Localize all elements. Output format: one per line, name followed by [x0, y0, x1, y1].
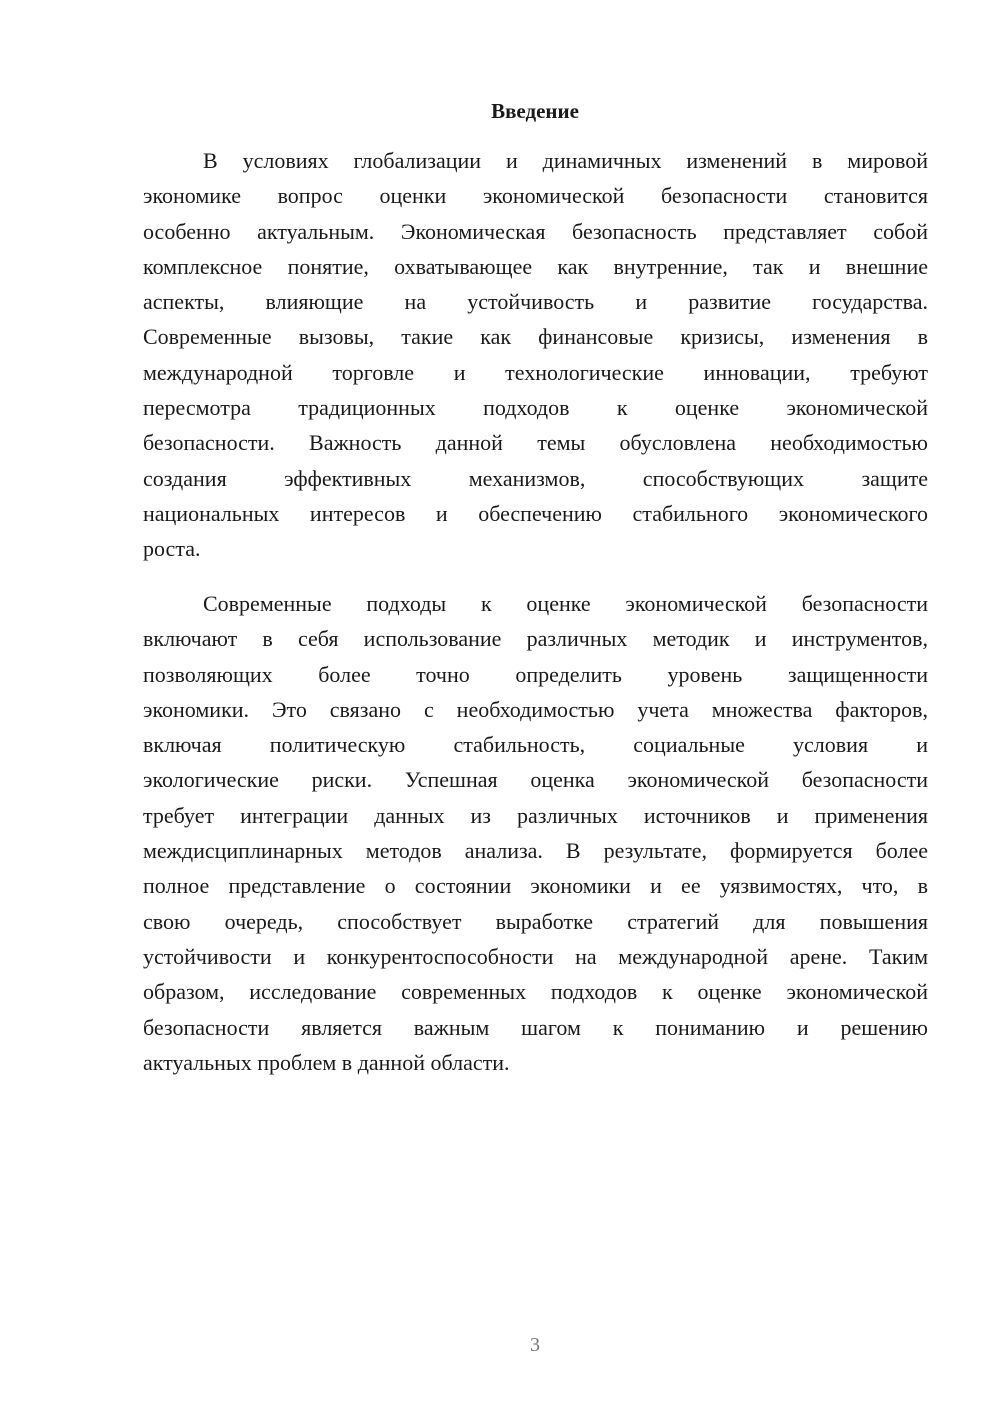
text-line: устойчивости и конкурентоспособности на международной арене. Таким [143, 943, 928, 969]
paragraph-2 [143, 586, 928, 1080]
text-line: Современные вызовы, такие как финансовые кризисы, изменения в [143, 324, 928, 350]
text-line: В условиях глобализации и динамичных изменений в мировой [203, 148, 928, 173]
text-line: особенно актуальным. Экономическая безопасность представляет собой [143, 218, 928, 244]
text-line: актуальных проблем в данной области. [143, 1049, 510, 1075]
text-line: роста. [143, 536, 201, 562]
text-line: полное представление о состоянии экономики и ее уязвимостях, что, в [143, 873, 928, 899]
text-line: пересмотра традиционных подходов к оценке экономической [143, 395, 928, 421]
text-line: требует интеграции данных из различных источников и применения [143, 802, 928, 828]
text-line: междисциплинарных методов анализа. В результате, формируется более [143, 838, 928, 864]
text-line: Современные подходы к оценке экономической безопасности [203, 591, 928, 616]
text-line: международной торговле и технологические инновации, требуют [143, 359, 928, 385]
page-title: Введение [491, 99, 579, 123]
text-line: комплексное понятие, охватывающее как внутренние, так и внешние [143, 253, 928, 279]
text-line: экономике вопрос оценки экономической безопасности становится [143, 183, 928, 209]
text-line: включая политическую стабильность, социальные условия и [143, 732, 928, 758]
text-line: экологические риски. Успешная оценка экономической безопасности [143, 767, 928, 793]
page-number: 3 [530, 1334, 540, 1356]
text-line: включают в себя использование различных методик и инструментов, [143, 626, 928, 652]
text-line: образом, исследование современных подходов к оценке экономической [143, 979, 928, 1005]
text-line: безопасности. Важность данной темы обусловлена необходимостью [143, 430, 928, 456]
paragraph-1 [143, 143, 928, 567]
text-line: создания эффективных механизмов, способствующих защите [143, 465, 928, 491]
text-line: свою очередь, способствует выработке стратегий для повышения [143, 908, 928, 934]
text-line: национальных интересов и обеспечению стабильного экономического [143, 500, 928, 526]
text-line: аспекты, влияющие на устойчивость и развитие государства. [143, 289, 928, 315]
text-line: экономики. Это связано с необходимостью учета множества факторов, [143, 696, 928, 722]
text-line: позволяющих более точно определить уровень защищенности [143, 661, 928, 687]
text-line: безопасности является важным шагом к пониманию и решению [143, 1014, 928, 1040]
